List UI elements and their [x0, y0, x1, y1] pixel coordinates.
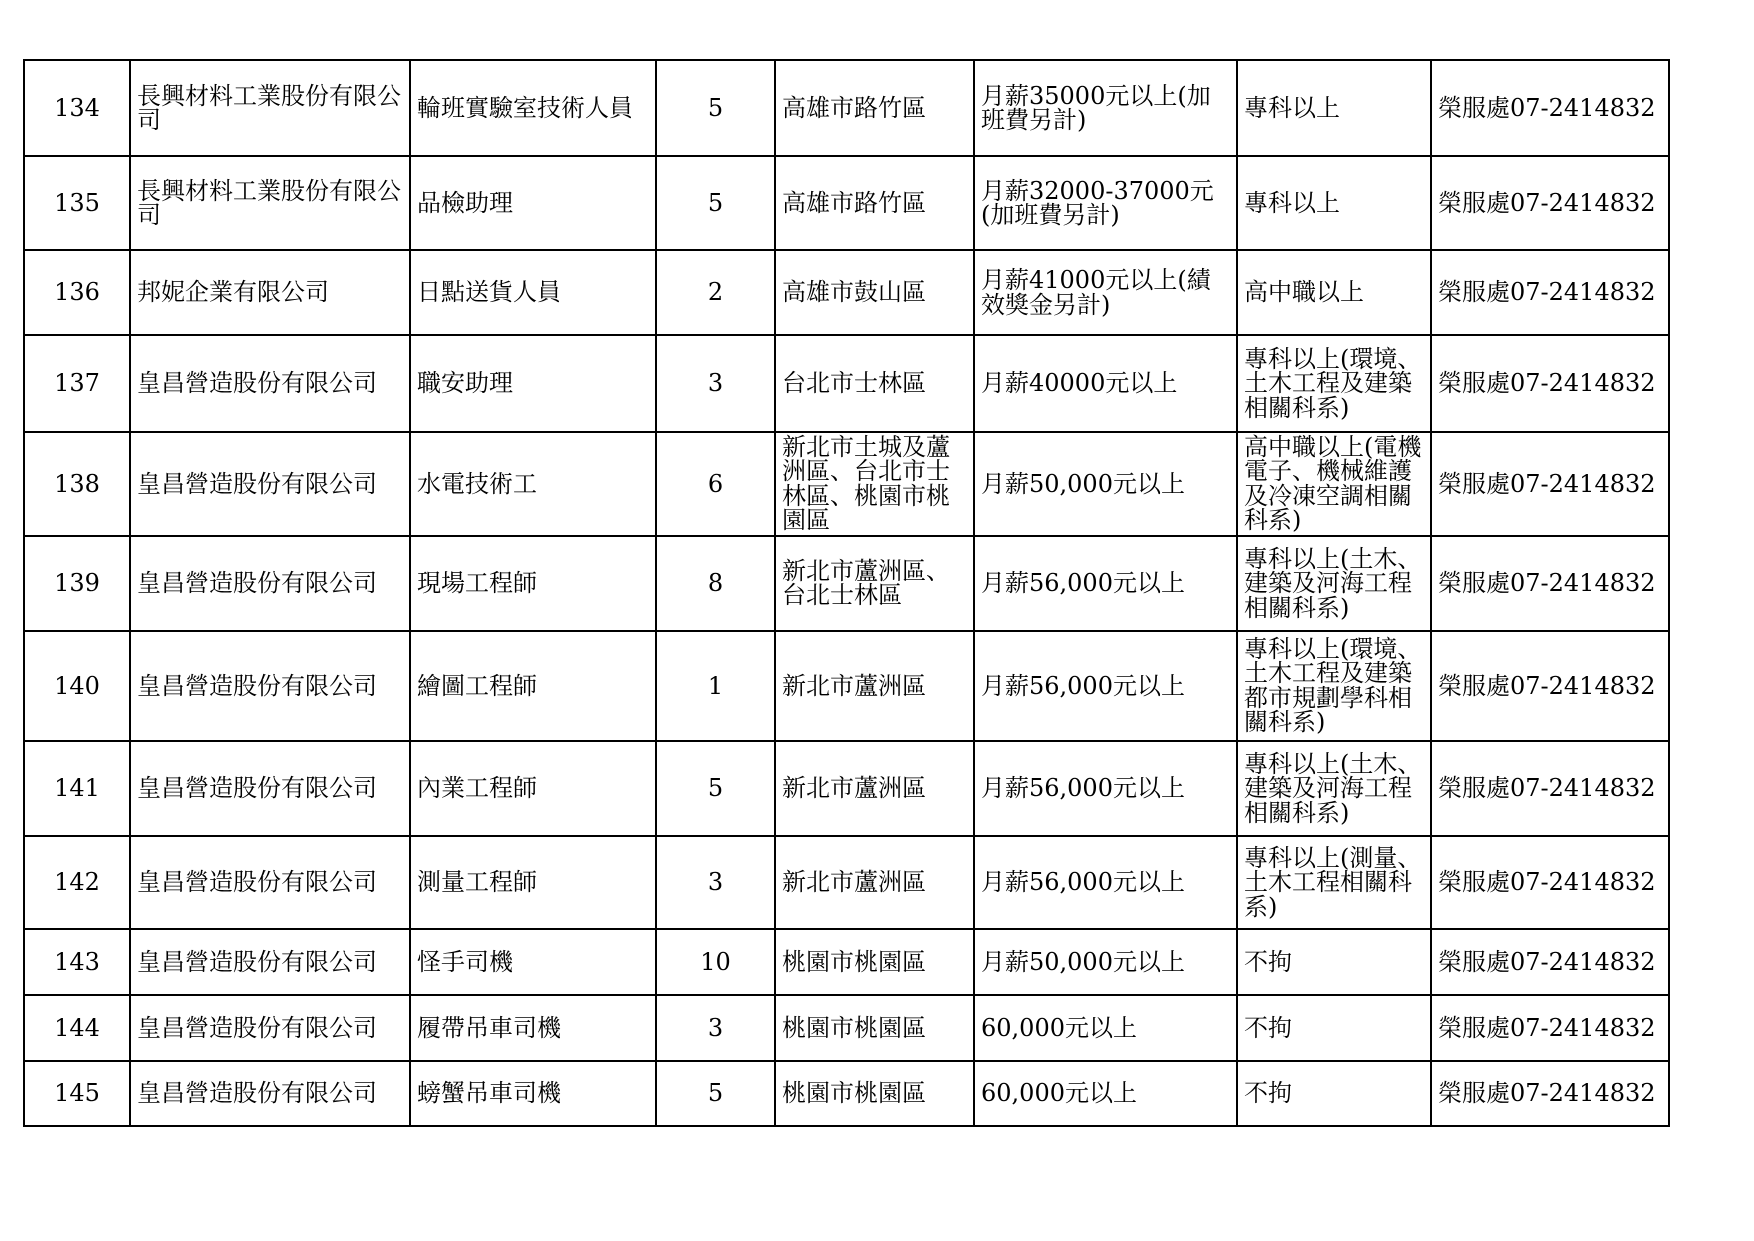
- work-location-cell: 台北市士林區: [775, 335, 974, 432]
- work-location-cell: 高雄市路竹區: [775, 156, 974, 250]
- row-number-cell: 138: [24, 432, 130, 536]
- work-location-cell: 新北市土城及蘆洲區、台北市士林區、桃園市桃園區: [775, 432, 974, 536]
- table-row: [24, 1061, 1669, 1126]
- work-location-cell: 新北市蘆洲區: [775, 741, 974, 836]
- work-location-cell: 高雄市路竹區: [775, 60, 974, 156]
- row-number-cell: 145: [24, 1061, 130, 1126]
- education-requirement-cell: 專科以上(土木、建築及河海工程相關科系): [1237, 536, 1431, 631]
- row-number-cell: 140: [24, 631, 130, 741]
- row-number-cell: 141: [24, 741, 130, 836]
- education-requirement-cell: 高中職以上(電機電子、機械維護及冷凍空調相關科系): [1237, 432, 1431, 536]
- salary-cell: 月薪32000-37000元(加班費另計): [974, 156, 1237, 250]
- company-name-cell: 皇昌營造股份有限公司: [130, 335, 410, 432]
- row-number-cell: 139: [24, 536, 130, 631]
- salary-cell: 月薪50,000元以上: [974, 929, 1237, 995]
- contact-phone-cell: 榮服處07-2414832: [1431, 250, 1669, 335]
- table-row: [24, 250, 1669, 335]
- job-title-cell: 輪班實驗室技術人員: [410, 60, 656, 156]
- headcount-cell: 6: [656, 432, 775, 536]
- contact-phone-cell: 榮服處07-2414832: [1431, 60, 1669, 156]
- headcount-cell: 8: [656, 536, 775, 631]
- row-number-cell: 135: [24, 156, 130, 250]
- job-title-cell: 職安助理: [410, 335, 656, 432]
- education-requirement-cell: 專科以上: [1237, 156, 1431, 250]
- job-title-cell: 品檢助理: [410, 156, 656, 250]
- company-name-cell: 長興材料工業股份有限公司: [130, 156, 410, 250]
- headcount-cell: 10: [656, 929, 775, 995]
- contact-phone-cell: 榮服處07-2414832: [1431, 1061, 1669, 1126]
- company-name-cell: 皇昌營造股份有限公司: [130, 929, 410, 995]
- work-location-cell: 桃園市桃園區: [775, 1061, 974, 1126]
- education-requirement-cell: 專科以上(環境、土木工程及建築相關科系): [1237, 335, 1431, 432]
- job-title-cell: 螃蟹吊車司機: [410, 1061, 656, 1126]
- headcount-cell: 5: [656, 741, 775, 836]
- job-title-cell: 履帶吊車司機: [410, 995, 656, 1061]
- education-requirement-cell: 不拘: [1237, 995, 1431, 1061]
- salary-cell: 60,000元以上: [974, 1061, 1237, 1126]
- company-name-cell: 皇昌營造股份有限公司: [130, 836, 410, 929]
- table-row: [24, 836, 1669, 929]
- company-name-cell: 皇昌營造股份有限公司: [130, 432, 410, 536]
- salary-cell: 月薪56,000元以上: [974, 836, 1237, 929]
- salary-cell: 月薪56,000元以上: [974, 536, 1237, 631]
- work-location-cell: 高雄市鼓山區: [775, 250, 974, 335]
- contact-phone-cell: 榮服處07-2414832: [1431, 836, 1669, 929]
- salary-cell: 月薪56,000元以上: [974, 631, 1237, 741]
- education-requirement-cell: 高中職以上: [1237, 250, 1431, 335]
- job-title-cell: 日點送貨人員: [410, 250, 656, 335]
- table-body: [24, 60, 1669, 1126]
- job-title-cell: 怪手司機: [410, 929, 656, 995]
- company-name-cell: 邦妮企業有限公司: [130, 250, 410, 335]
- headcount-cell: 5: [656, 60, 775, 156]
- salary-cell: 月薪50,000元以上: [974, 432, 1237, 536]
- job-listing-table: [23, 59, 1670, 1127]
- job-title-cell: 現場工程師: [410, 536, 656, 631]
- work-location-cell: 新北市蘆洲區: [775, 836, 974, 929]
- company-name-cell: 皇昌營造股份有限公司: [130, 536, 410, 631]
- row-number-cell: 136: [24, 250, 130, 335]
- contact-phone-cell: 榮服處07-2414832: [1431, 929, 1669, 995]
- contact-phone-cell: 榮服處07-2414832: [1431, 536, 1669, 631]
- education-requirement-cell: 專科以上(土木、建築及河海工程相關科系): [1237, 741, 1431, 836]
- headcount-cell: 1: [656, 631, 775, 741]
- education-requirement-cell: 專科以上: [1237, 60, 1431, 156]
- row-number-cell: 142: [24, 836, 130, 929]
- table-row: [24, 432, 1669, 536]
- job-title-cell: 內業工程師: [410, 741, 656, 836]
- table-row: [24, 156, 1669, 250]
- contact-phone-cell: 榮服處07-2414832: [1431, 432, 1669, 536]
- job-title-cell: 水電技術工: [410, 432, 656, 536]
- salary-cell: 月薪35000元以上(加班費另計): [974, 60, 1237, 156]
- education-requirement-cell: 不拘: [1237, 929, 1431, 995]
- row-number-cell: 134: [24, 60, 130, 156]
- work-location-cell: 桃園市桃園區: [775, 929, 974, 995]
- salary-cell: 月薪56,000元以上: [974, 741, 1237, 836]
- job-title-cell: 測量工程師: [410, 836, 656, 929]
- contact-phone-cell: 榮服處07-2414832: [1431, 335, 1669, 432]
- contact-phone-cell: 榮服處07-2414832: [1431, 995, 1669, 1061]
- company-name-cell: 皇昌營造股份有限公司: [130, 631, 410, 741]
- company-name-cell: 皇昌營造股份有限公司: [130, 995, 410, 1061]
- work-location-cell: 新北市蘆洲區: [775, 631, 974, 741]
- contact-phone-cell: 榮服處07-2414832: [1431, 156, 1669, 250]
- education-requirement-cell: 專科以上(測量、土木工程相關科系): [1237, 836, 1431, 929]
- table-row: [24, 60, 1669, 156]
- headcount-cell: 3: [656, 836, 775, 929]
- table-row: [24, 929, 1669, 995]
- headcount-cell: 5: [656, 1061, 775, 1126]
- headcount-cell: 5: [656, 156, 775, 250]
- headcount-cell: 3: [656, 335, 775, 432]
- table-row: [24, 631, 1669, 741]
- work-location-cell: 新北市蘆洲區、台北士林區: [775, 536, 974, 631]
- contact-phone-cell: 榮服處07-2414832: [1431, 741, 1669, 836]
- salary-cell: 60,000元以上: [974, 995, 1237, 1061]
- table-row: [24, 536, 1669, 631]
- table-row: [24, 995, 1669, 1061]
- headcount-cell: 3: [656, 995, 775, 1061]
- salary-cell: 月薪41000元以上(績效獎金另計): [974, 250, 1237, 335]
- row-number-cell: 137: [24, 335, 130, 432]
- table-row: [24, 741, 1669, 836]
- table-row: [24, 335, 1669, 432]
- headcount-cell: 2: [656, 250, 775, 335]
- education-requirement-cell: 不拘: [1237, 1061, 1431, 1126]
- row-number-cell: 143: [24, 929, 130, 995]
- company-name-cell: 皇昌營造股份有限公司: [130, 741, 410, 836]
- row-number-cell: 144: [24, 995, 130, 1061]
- salary-cell: 月薪40000元以上: [974, 335, 1237, 432]
- contact-phone-cell: 榮服處07-2414832: [1431, 631, 1669, 741]
- education-requirement-cell: 專科以上(環境、土木工程及建築都市規劃學科相關科系): [1237, 631, 1431, 741]
- job-title-cell: 繪圖工程師: [410, 631, 656, 741]
- work-location-cell: 桃園市桃園區: [775, 995, 974, 1061]
- company-name-cell: 皇昌營造股份有限公司: [130, 1061, 410, 1126]
- company-name-cell: 長興材料工業股份有限公司: [130, 60, 410, 156]
